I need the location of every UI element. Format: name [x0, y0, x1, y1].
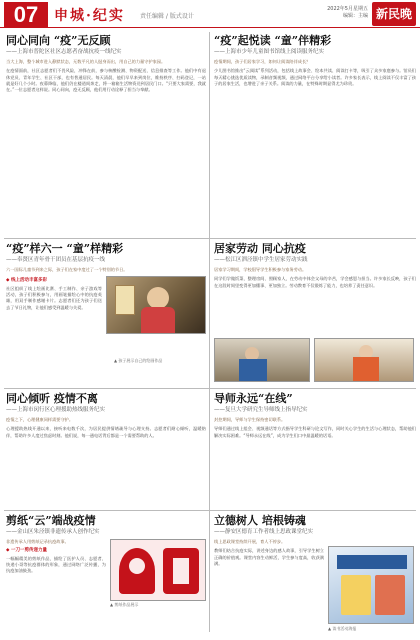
column-divider	[209, 32, 210, 632]
article-body: 一幅幅精美的剪纸作品，描绘了医护人员、志愿者、快递小哥等抗疫群体的形象，通过网络广泛传播，为抗疫加油鼓劲。	[6, 555, 106, 574]
photo-caption: ▲ 读书活动海报	[328, 626, 357, 631]
reading-poster	[328, 546, 414, 624]
row-divider	[4, 510, 416, 511]
article-body: 教师们结合抗疫实际，讲述身边的感人故事，引导学生树立正确的价值观。课堂内容生动鲜活，学生参与度高，收获满满。	[214, 548, 324, 566]
article-lead: 当大上海，整个城市进入静默状态，无数平凡的人挺身而出，用自己的力量守护家园。	[6, 59, 166, 64]
row-divider	[4, 388, 416, 389]
article-2	[214, 34, 416, 234]
labor-photo-2	[314, 338, 414, 382]
newspaper-logo: 新民晚报	[372, 2, 416, 26]
article-subtitle: ——复旦大学研究生导师线上指导纪实	[214, 407, 308, 413]
article-1	[6, 34, 206, 234]
papercut-photo	[110, 539, 206, 601]
article-subtitle: ——上海市闵行区心理援助热线服务纪实	[6, 407, 106, 413]
article-5	[6, 392, 206, 506]
article-lead: 线上思政课堂持续开展，育人不停步。	[214, 539, 286, 544]
article-title: 同心同向 “疫”无反顾	[6, 34, 111, 47]
section-title: 申城·纪实	[54, 8, 125, 24]
issue-meta	[327, 6, 368, 20]
article-8	[214, 514, 324, 636]
article-body: 社区组织了线上绘画比赛、手工制作、亲子游戏等活动，孩子们积极参与，用画笔描绘心中的抗疫英雄，用双手制作感谢卡片。志愿者们还为孩子们送去了节日礼物，让他们感受到温暖与关爱。	[6, 285, 102, 310]
issue-date: 2022年5月星期五	[327, 6, 368, 12]
photo-caption: ▲ 孩子展示自己的绘画作品	[114, 358, 163, 363]
article-body: 导师们通过线上组会、视频通话等方式指导学生科研与论文写作，同时关心学生的生活与心理状态，帮助他们解决实际困难。“导师永远在线”，成为学生们口中最温暖的话语。	[214, 426, 416, 438]
page-number: 07	[4, 2, 48, 28]
article-title: “疫”起悦读 “童”伴精彩	[214, 34, 332, 47]
article-lead: 居家学习期间，学校倡导学生积极参与家务劳动。	[214, 267, 307, 272]
article-title: 同心倾听 疫情不离	[6, 392, 98, 405]
article-lead: 非遗传承人用剪纸记录抗疫故事。	[6, 539, 69, 544]
article-3	[6, 242, 206, 384]
article-lead: 疫情期间，孩子们居家学习，如何让阅读陪伴成长？	[214, 59, 311, 64]
article-6	[214, 392, 416, 506]
article-title: 居家劳动 同心抗疫	[214, 242, 306, 255]
article-section-header: ◆ 线上活动丰富多彩	[6, 278, 48, 284]
article-title: 剪纸“云”端战疫情	[6, 514, 96, 527]
article-lead: 封控期间，导师与学生保持密切联系。	[214, 417, 286, 422]
article-lead: 疫情之下，心理健康同样需要守护。	[6, 417, 74, 422]
issue-editor: 编辑：主编	[342, 13, 368, 19]
article-body: 心理援助热线开通以来，接听来电数千次，为居民提供情绪疏导与心理支持。志愿者们耐心倾听，温暖陪伴，帮助许多人度过焦虑时刻。他们说，每一通电话背后都是一个需要帮助的人。	[6, 426, 206, 438]
article-body: 同学们学做饭菜、整理房间、照顾家人，在劳动中体会父母的辛苦，学会感恩与担当。许多家长反映，孩子们在这段时间里变得更加懂事、更加独立。劳动教育不仅锻炼了能力，也培养了责任意识。	[214, 276, 416, 288]
row-divider	[4, 238, 416, 239]
article-subtitle: ——上海市少年儿童图书馆线上阅读服务纪实	[214, 49, 325, 55]
article-subtitle: ——上海市普陀区社区志愿者奋战抗疫一线纪实	[6, 49, 122, 55]
article-subtitle: ——静安区德育工作者线上思政课堂纪实	[214, 529, 314, 535]
article-body: 少儿图书馆推出“云阅读”系列活动，包括线上故事会、绘本共读、阅读打卡等，吸引了众多家庭参与。馆员们每天精心挑选优质读物，录制音频视频，通过网络平台分享给小读者。许多家长表示，线上阅读不仅丰富了孩子的居家生活，也增进了亲子关系。阅读的力量，在特殊时期显得尤为珍贵。	[214, 68, 416, 86]
photo-caption: ▲ 剪纸作品展示	[110, 602, 139, 607]
article-subtitle: ——松江区泗泾镇中学生居家劳动实践	[214, 257, 308, 263]
article-title: 立德树人 培根铸魂	[214, 514, 306, 527]
child-photo	[106, 276, 206, 334]
article-lead: 六一国际儿童节到来之际，孩子们在家中度过了一个特别的节日。	[6, 267, 128, 272]
article-subtitle: ——金山区朱泾镇非遗传承人创作纪实	[6, 529, 100, 535]
article-title: “疫”样六一 “童”样精彩	[6, 242, 124, 255]
article-body: 在疫情面前，社区志愿者们不畏风险，冲锋在前，参与核酸检测、物资配送、信息排查等工作。他们中有退休党员、青年学生、社区干部，也有普通居民。每天清晨，他们早早来到岗位，维持秩序、扫码登记，一站就是好几个小时。夜幕降临，他们仍在楼道间奔走，将一箱箱生活物资送到居民门口。“只要大家需要，我就在。”一位志愿者这样说。同心同向，疫无反顾，他们用行动诠释了担当与奉献。	[6, 68, 206, 93]
labor-photo-1	[214, 338, 310, 382]
section-subtitle: 责任编辑 / 版式设计	[140, 13, 194, 20]
article-title: 导师永远“在线”	[214, 392, 293, 405]
article-section-header: ◆ 一刀一剪传递力量	[6, 548, 48, 554]
article-subtitle: ——奉贤区青年骨干团员在基层抗疫一线	[6, 257, 106, 263]
article-7	[6, 514, 206, 636]
